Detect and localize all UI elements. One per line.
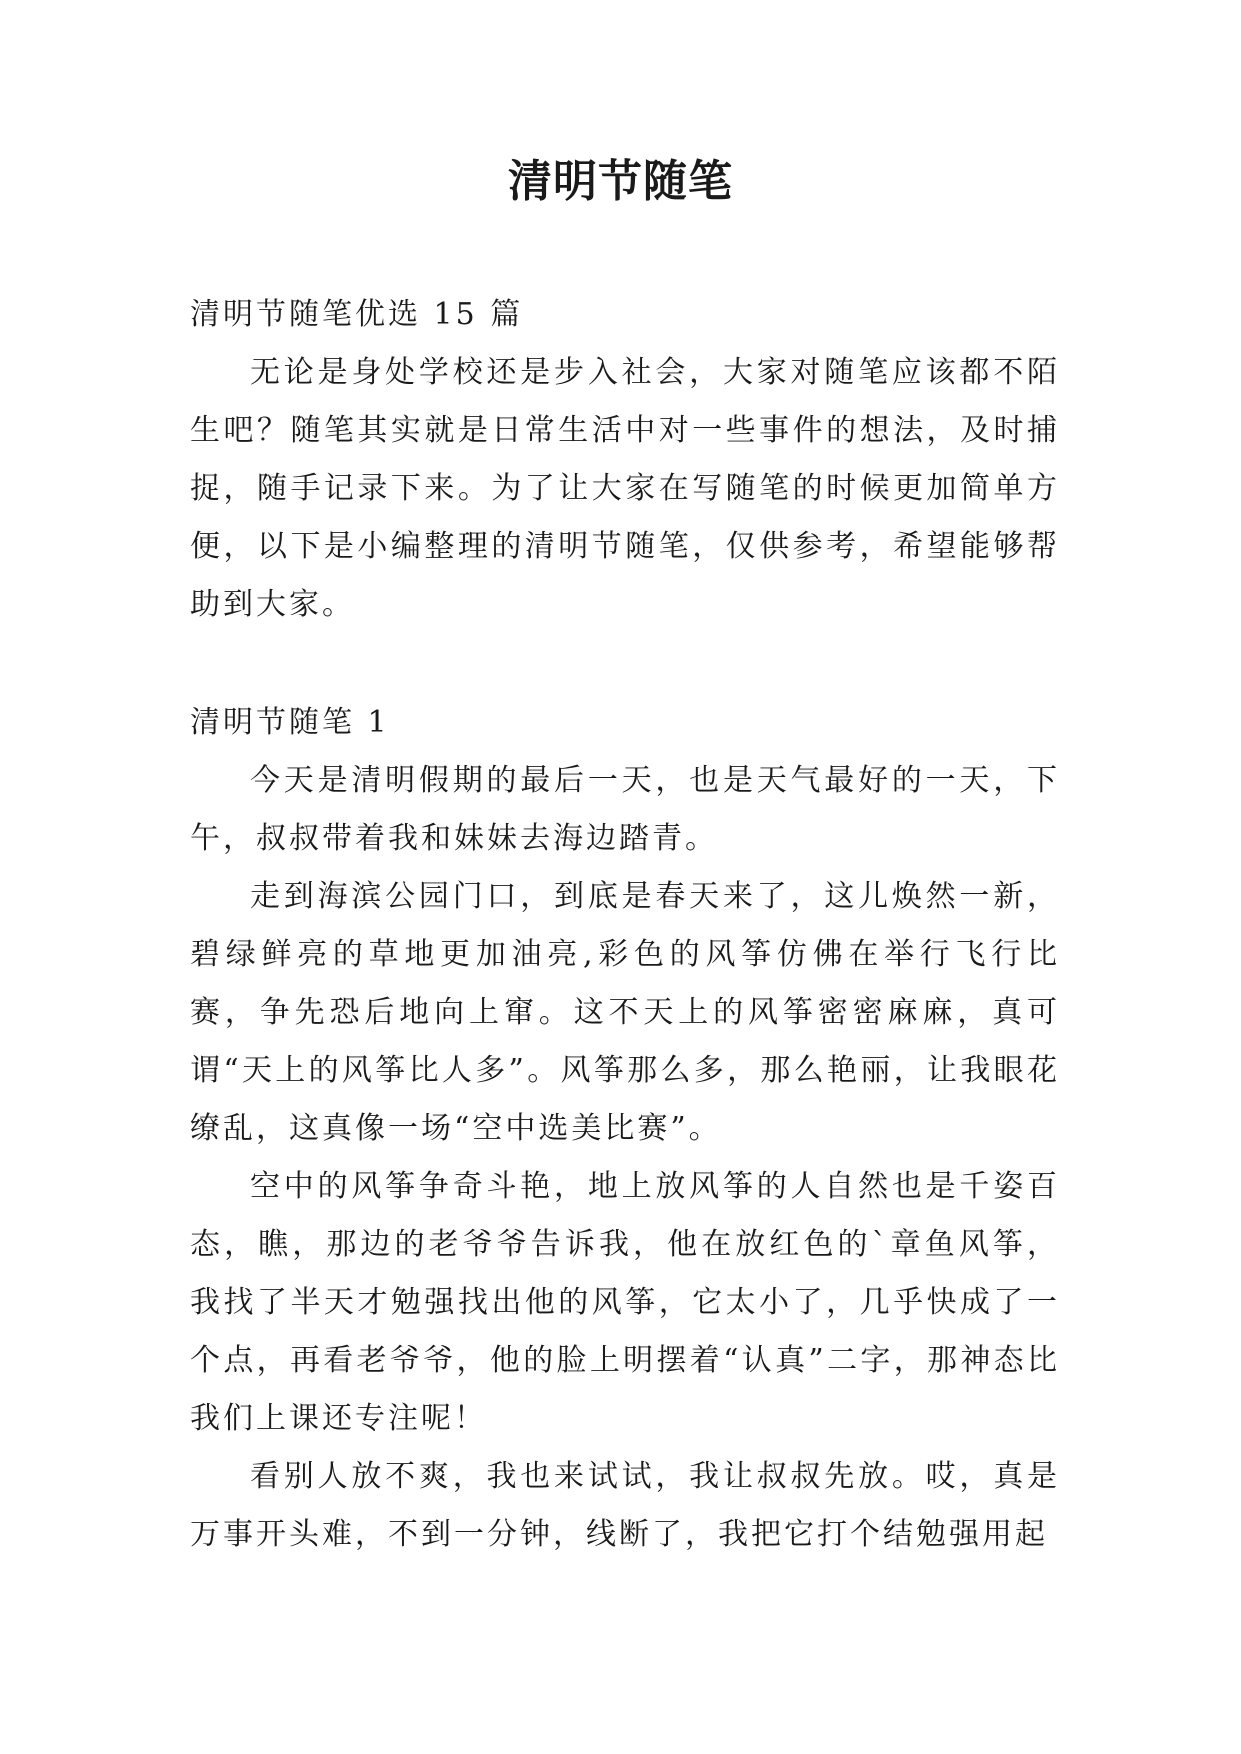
intro-heading: 清明节随笔优选 15 篇: [190, 297, 524, 332]
intro-paragraph: 无论是身处学校还是步入社会，大家对随笔应该都不陌生吧？随笔其实就是日常生活中对一些事件的想法，及时捕捉，随手记录下来。为了让大家在写随笔的时候更加简单方便，以下是小编整理的清明节随笔，仅供参考，希望能够帮助到大家。: [190, 355, 1060, 622]
section-1-paragraph-2: 走到海滨公园门口，到底是春天来了，这儿焕然一新，碧绿鲜亮的草地更加油亮,彩色的风筝仿佛在举行飞行比赛，争先恐后地向上窜。这不天上的风筝密密麻麻，真可谓“天上的风筝比人多”。风筝那么多，那么艳丽，让我眼花缭乱，这真像一场“空中选美比赛”。: [190, 879, 1060, 1146]
section-1-heading: 清明节随笔 1: [190, 705, 390, 740]
document-body: [190, 286, 1060, 1564]
section-1-paragraph-3: 空中的风筝争奇斗艳，地上放风筝的人自然也是千姿百态，瞧，那边的老爷爷告诉我，他在放红色的`章鱼风筝，我找了半天才勉强找出他的风筝，它太小了，几乎快成了一个点，再看老爷爷，他的脸上明摆着“认真”二字，那神态比我们上课还专注呢！: [190, 1169, 1060, 1436]
document-title: 清明节随笔: [508, 156, 733, 207]
section-spacer: [190, 634, 1060, 694]
section-1-paragraph-1: 今天是清明假期的最后一天，也是天气最好的一天，下午，叔叔带着我和妹妹去海边踏青。: [190, 763, 1060, 856]
section-1-paragraph-4: 看别人放不爽，我也来试试，我让叔叔先放。哎，真是万事开头难，不到一分钟，线断了，我把它打个结勉强用起: [190, 1459, 1060, 1552]
